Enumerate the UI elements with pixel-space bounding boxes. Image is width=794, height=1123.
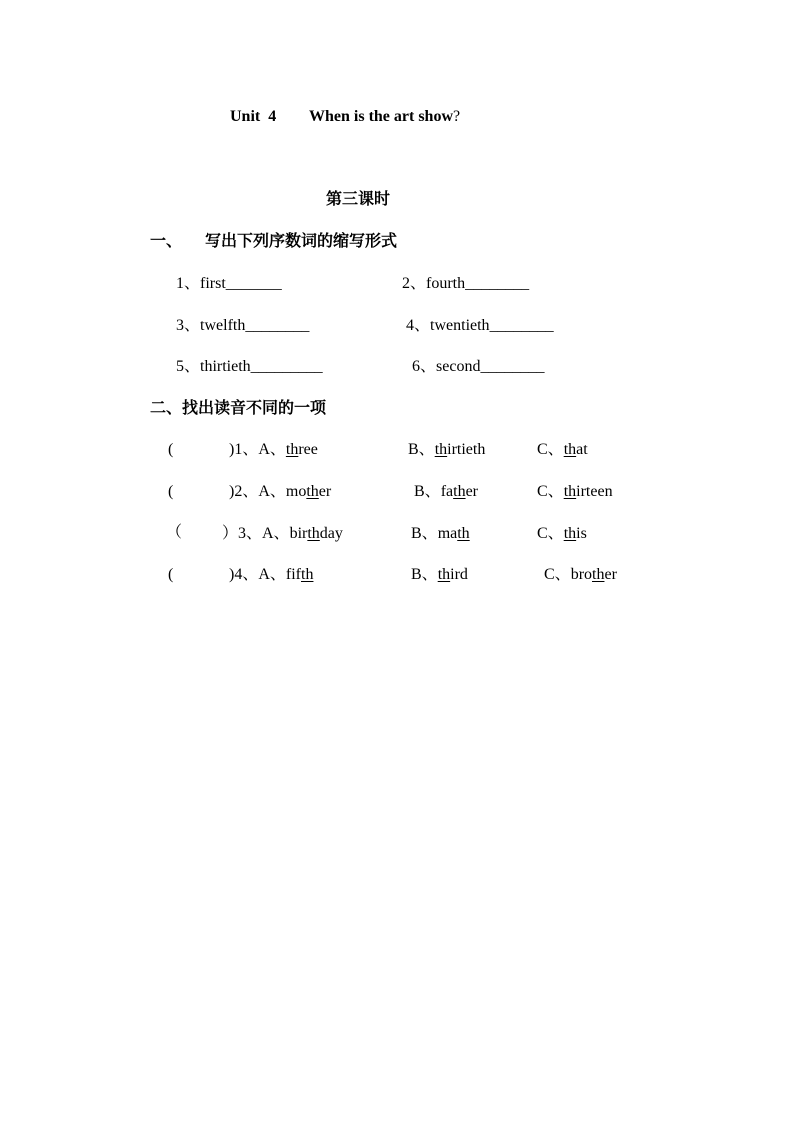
item-word: twentieth (430, 317, 490, 334)
unit-label: Unit 4 (230, 108, 277, 125)
ordinal-item: 5、thirtieth_________ (176, 358, 323, 375)
item-number: 4 (406, 317, 414, 334)
answer-blank[interactable]: _________ (250, 358, 323, 375)
answer-paren-open[interactable]: （ (166, 524, 183, 541)
item-number: 2 (402, 275, 410, 292)
title-text: When is the art show (309, 108, 454, 125)
option-a: fifth (285, 566, 314, 583)
option-b: B、third (411, 566, 468, 583)
option-b: B、father (414, 483, 479, 500)
question-label (229, 442, 318, 458)
question-number-label: )1、A、 (229, 441, 286, 458)
item-number: 1 (176, 275, 184, 292)
item-number: 6 (412, 358, 420, 375)
item-word: thirtieth (200, 358, 251, 375)
ordinal-item: 2、fourth________ (402, 275, 530, 292)
item-number: 5 (176, 358, 184, 375)
option-c: C、that (537, 441, 588, 458)
answer-blank[interactable]: ________ (465, 275, 530, 292)
item-word: second (436, 358, 481, 375)
option-c: C、brother (544, 566, 617, 583)
section1-title: 写出下列序数词的缩写形式 (205, 231, 398, 250)
ordinal-item: 3、twelfth________ (176, 317, 310, 334)
section2-title: 二、找出读音不同的一项 (150, 398, 327, 417)
ordinal-item: 1、first_______ (176, 275, 282, 292)
question-number-label: )4、A、 (229, 566, 286, 583)
option-c: C、thirteen (537, 483, 613, 500)
item-word: fourth (426, 275, 466, 292)
item-word: first (200, 275, 226, 292)
answer-blank[interactable]: ________ (480, 358, 545, 375)
answer-paren-open[interactable]: ( (168, 441, 174, 458)
option-a: birthday (289, 525, 343, 542)
question-number-label: ）3、A、 (222, 525, 290, 542)
answer-blank[interactable]: ________ (245, 317, 310, 334)
ordinal-item: 6、second________ (412, 358, 545, 375)
option-c: C、this (537, 525, 587, 542)
answer-blank[interactable]: _______ (225, 275, 282, 292)
option-b: B、thirtieth (408, 441, 486, 458)
option-b: B、math (411, 525, 470, 542)
question-label (229, 484, 331, 500)
question-label (222, 526, 343, 542)
question-label (229, 567, 313, 583)
item-word: twelfth (200, 317, 246, 334)
option-a: mother (285, 483, 332, 500)
item-number: 3 (176, 317, 184, 334)
answer-blank[interactable]: ________ (489, 317, 554, 334)
lesson-title: 第三课时 (326, 189, 391, 208)
section1-number: 一、 (150, 231, 183, 250)
option-a: three (285, 441, 318, 458)
page-title (309, 109, 460, 125)
answer-paren-open[interactable]: ( (168, 566, 174, 583)
title-question-mark: ? (453, 108, 461, 125)
ordinal-item: 4、twentieth________ (406, 317, 554, 334)
question-number-label: )2、A、 (229, 483, 286, 500)
answer-paren-open[interactable]: ( (168, 483, 174, 500)
